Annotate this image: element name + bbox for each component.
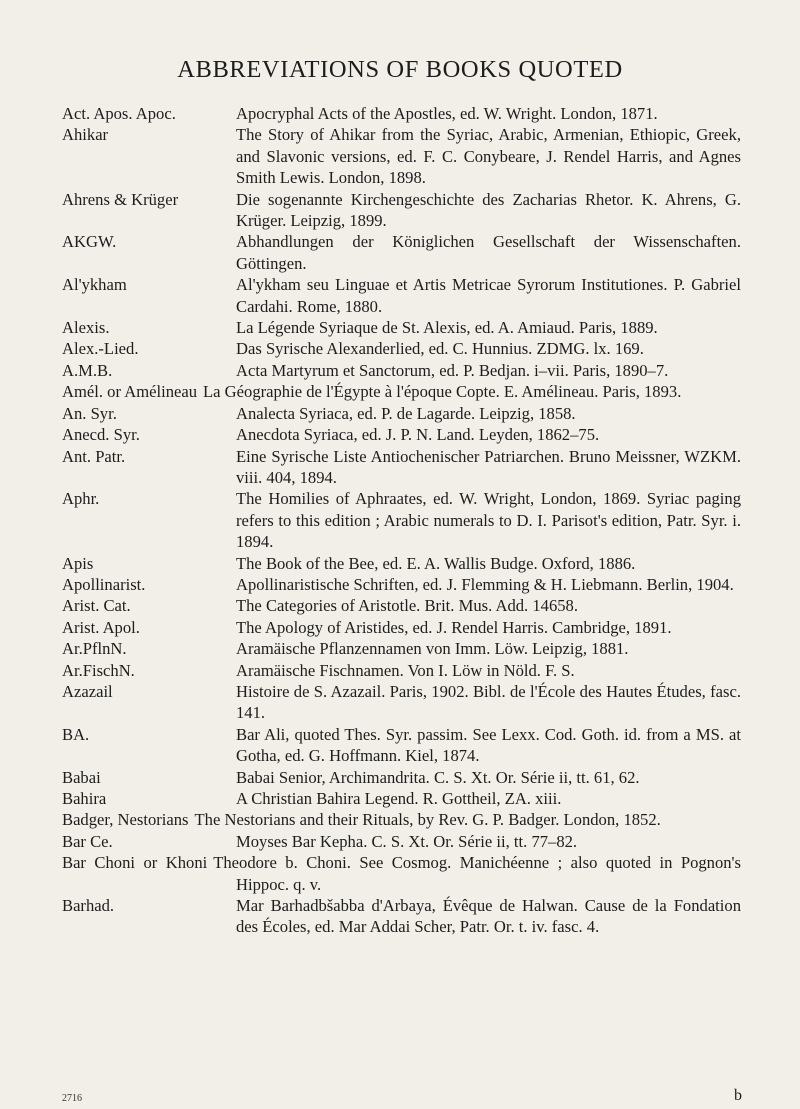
abbreviation-entry — [62, 574, 741, 595]
abbreviation-entry — [62, 553, 741, 574]
abbreviation-entry — [62, 660, 741, 681]
entry-description: Al'ykham seu Linguae et Artis Metricae Syrorum Institutiones. P. Gabriel Cardahi. Rome, 1880. — [236, 275, 741, 316]
entry-abbreviation: Ar.FischN. — [62, 660, 135, 680]
entry-description: Acta Martyrum et Sanctorum, ed. P. Bedjan. i–vii. Paris, 1890–7. — [236, 360, 669, 380]
entry-description: Bar Ali, quoted Thes. Syr. passim. See Lexx. Cod. Goth. id. from a MS. at Gotha, ed. G. Hoffmann. Kiel, 1874. — [236, 724, 741, 766]
entry-description: Eine Syrische Liste Antiochenischer Patriarchen. Bruno Meissner, WZKM. viii. 404, 1894. — [236, 446, 741, 487]
printer-signature: 2716 — [62, 1093, 82, 1104]
abbreviation-entry — [62, 617, 741, 638]
entry-description: La Géographie de l'Égypte à l'époque Copte. E. Amélineau. Paris, 1893. — [203, 382, 682, 402]
entry-description: Apocryphal Acts of the Apostles, ed. W. Wright. London, 1871. — [236, 104, 658, 123]
entry-abbreviation: Barhad. — [62, 896, 115, 916]
entry-description: Aramäische Fischnamen. Von I. Löw in Nöld. F. S. — [236, 660, 575, 680]
entry-abbreviation: Al'ykham — [62, 275, 127, 295]
entry-description: Histoire de S. Azazail. Paris, 1902. Bibl. de l'École des Hautes Études, fasc. 141. — [236, 681, 741, 723]
entry-description: A Christian Bahira Legend. R. Gottheil, ZA. xiii. — [236, 789, 562, 808]
abbreviation-list — [0, 103, 800, 938]
abbreviation-entry — [62, 274, 741, 317]
abbreviation-entry — [62, 724, 741, 767]
entry-description: The Book of the Bee, ed. E. A. Wallis Budge. Oxford, 1886. — [236, 553, 636, 573]
entry-abbreviation: Apollinarist. — [62, 574, 146, 594]
entry-abbreviation: A.M.B. — [62, 360, 113, 380]
entry-abbreviation: An. Syr. — [62, 403, 117, 423]
abbreviation-entry — [62, 360, 741, 381]
entry-description: Analecta Syriaca, ed. P. de Lagarde. Leipzig, 1858. — [236, 403, 576, 423]
entry-description: The Apology of Aristides, ed. J. Rendel Harris. Cambridge, 1891. — [236, 617, 672, 637]
entry-abbreviation: Bar Choni or Khoni — [62, 853, 208, 873]
entry-abbreviation: Act. Apos. Apoc. — [62, 104, 176, 123]
entry-abbreviation: Ant. Patr. — [62, 446, 126, 466]
entry-abbreviation: Badger, Nestorians — [62, 810, 189, 830]
entry-description: Das Syrische Alexanderlied, ed. C. Hunnius. ZDMG. lx. 169. — [236, 339, 644, 359]
entry-abbreviation: Azazail — [62, 681, 113, 701]
entry-abbreviation: Bar Ce. — [62, 831, 113, 851]
abbreviation-entry — [62, 681, 741, 724]
entry-abbreviation: Alexis. — [62, 318, 110, 338]
abbreviation-entry — [62, 124, 741, 188]
sheet-letter: b — [734, 1087, 742, 1104]
abbreviation-entry — [62, 852, 741, 895]
abbreviation-entry — [62, 446, 741, 489]
entry-abbreviation: Ahrens & Krüger — [62, 189, 179, 209]
entry-abbreviation: Babai — [62, 767, 101, 787]
entry-abbreviation: AKGW. — [62, 232, 117, 252]
entry-description: Theodore b. Choni. See Cosmog. Manichéenne ; also quoted in Pognon's Hippoc. q. v. — [213, 853, 742, 894]
page-title: ABBREVIATIONS OF BOOKS QUOTED — [177, 56, 623, 83]
entry-abbreviation: Aphr. — [62, 489, 100, 509]
abbreviation-entry — [62, 338, 741, 359]
entry-abbreviation: Ar.PflnN. — [62, 639, 127, 659]
entry-description: Mar Barhadbšabba d'Arbaya, Évêque de Halwan. Cause de la Fondation des Écoles, ed. Mar Addai Scher, Patr. Or. t. iv. fasc. 4. — [236, 896, 741, 937]
abbreviation-entry — [62, 767, 741, 788]
abbreviation-entry — [62, 403, 741, 424]
entry-abbreviation: BA. — [62, 724, 90, 744]
entry-abbreviation: Anecd. Syr. — [62, 425, 140, 445]
entry-description: The Story of Ahikar from the Syriac, Arabic, Armenian, Ethiopic, Greek, and Slavonic versions, ed. F. C. Conybeare, J. Rendel Harris, and Agnes Smith Lewis. London, 1898. — [236, 125, 741, 188]
abbreviation-entry — [62, 381, 741, 402]
entry-abbreviation: Ahikar — [62, 125, 109, 145]
entry-description: Abhandlungen der Königlichen Gesellschaft der Wissenschaften. Göttingen. — [236, 232, 741, 273]
entry-abbreviation: Arist. Cat. — [62, 596, 131, 616]
abbreviation-entry — [62, 424, 741, 445]
entry-description: Anecdota Syriaca, ed. J. P. N. Land. Leyden, 1862–75. — [236, 425, 600, 445]
abbreviation-entry — [62, 488, 741, 552]
entry-description: Babai Senior, Archimandrita. C. S. Xt. Or. Série ii, tt. 61, 62. — [236, 767, 640, 787]
entry-abbreviation: Bahira — [62, 789, 107, 808]
abbreviation-entry — [62, 595, 741, 616]
entry-description: La Légende Syriaque de St. Alexis, ed. A. Amiaud. Paris, 1889. — [236, 318, 658, 338]
abbreviation-entry — [62, 831, 741, 852]
abbreviation-entry — [62, 189, 741, 232]
entry-description: The Categories of Aristotle. Brit. Mus. Add. 14658. — [236, 596, 578, 616]
entry-abbreviation: Alex.-Lied. — [62, 339, 139, 359]
entry-abbreviation: Apis — [62, 553, 94, 573]
entry-description: The Nestorians and their Rituals, by Rev. G. P. Badger. London, 1852. — [194, 810, 661, 830]
entry-abbreviation: Amél. or Amélineau — [62, 382, 198, 402]
entry-description: Apollinaristische Schriften, ed. J. Flemming & H. Liebmann. Berlin, 1904. — [236, 574, 734, 594]
abbreviation-entry — [62, 103, 741, 124]
entry-description: The Homilies of Aphraates, ed. W. Wright, London, 1869. Syriac paging refers to this edition ; Arabic numerals to D. I. Parisot's edition, Patr. Syr. i. 1894. — [236, 489, 741, 552]
entry-abbreviation: Arist. Apol. — [62, 617, 140, 637]
entry-description: Aramäische Pflanzennamen von Imm. Löw. Leipzig, 1881. — [236, 639, 629, 659]
abbreviation-entry — [62, 788, 741, 809]
abbreviation-entry — [62, 317, 741, 338]
abbreviation-entry — [62, 809, 741, 830]
abbreviation-entry — [62, 638, 741, 659]
abbreviation-entry — [62, 231, 741, 274]
entry-description: Moyses Bar Kepha. C. S. Xt. Or. Série ii, tt. 77–82. — [236, 831, 578, 851]
abbreviation-entry — [62, 895, 741, 938]
entry-description: Die sogenannte Kirchengeschichte des Zacharias Rhetor. K. Ahrens, G. Krüger. Leipzig, 1899. — [236, 189, 741, 231]
